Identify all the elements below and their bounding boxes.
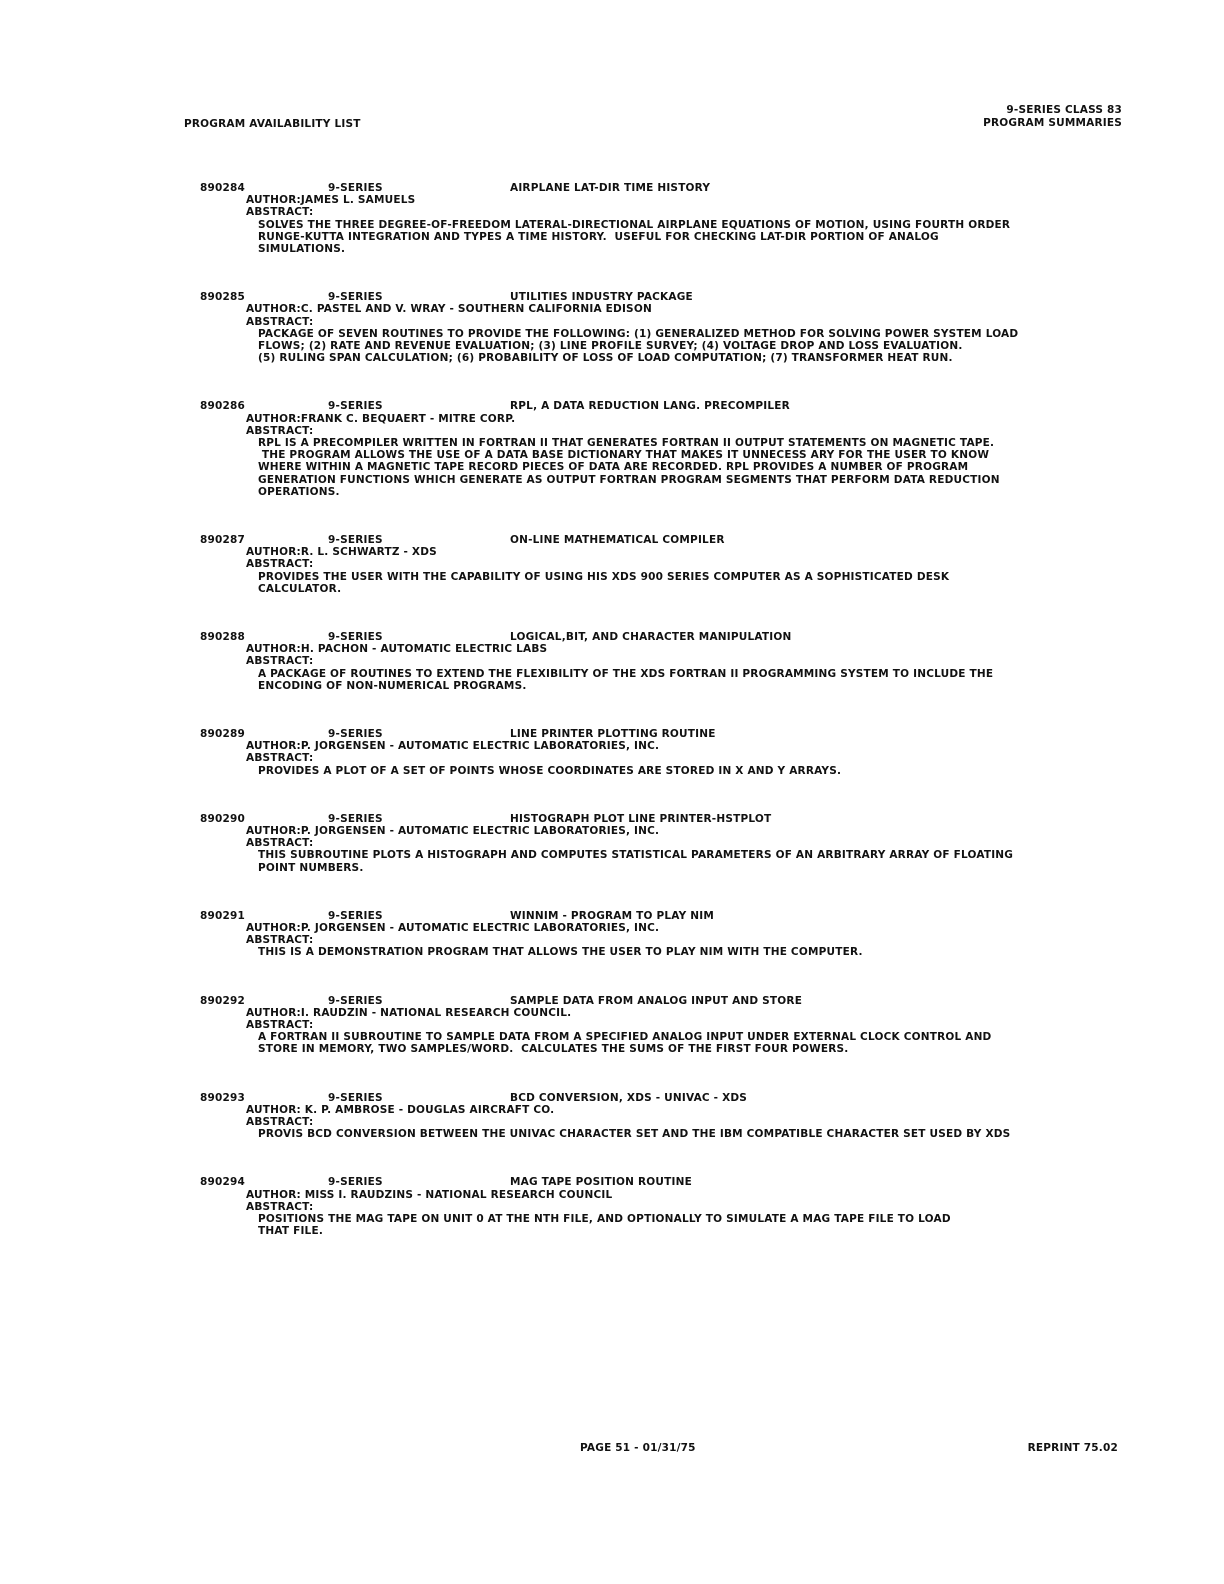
abstract-label: ABSTRACT: [246,1116,314,1128]
abstract-label: ABSTRACT: [246,837,314,850]
abstract-label: ABSTRACT: [246,655,314,668]
abstract-label: ABSTRACT: [246,934,314,947]
program-author: AUTHOR:P. JORGENSEN - AUTOMATIC ELECTRIC LABORATORIES, INC. [246,922,660,934]
program-entry [200,182,1130,255]
abstract-label: ABSTRACT: [246,206,314,219]
abstract-text: SOLVES THE THREE DEGREE-OF-FREEDOM LATERAL-DIRECTIONAL AIRPLANE EQUATIONS OF MOTION, USING FOURTH ORDER RUNGE-KUTTA INTEGRATION AND TYPES A TIME HISTORY. USEFUL FOR CHECKING LAT-DIR PORTION OF ANALOG SIMULATIONS. [258,218,1011,255]
entry-heading [200,1092,1130,1104]
program-title: HISTOGRAPH PLOT LINE PRINTER-HSTPLOT [510,812,772,825]
abstract-text: PROVIDES THE USER WITH THE CAPABILITY OF USING HIS XDS 900 SERIES COMPUTER AS A SOPHISTICATED DESK CALCULATOR. [258,570,950,595]
program-entry [200,910,1130,959]
program-author: AUTHOR:P. JORGENSEN - AUTOMATIC ELECTRIC LABORATORIES, INC. [246,825,660,837]
program-entry [200,631,1130,692]
program-id: 890293 [200,1091,246,1104]
abstract-text: THIS SUBROUTINE PLOTS A HISTOGRAPH AND COMPUTES STATISTICAL PARAMETERS OF AN ARBITRARY ARRAY OF FLOATING POINT NUMBERS. [258,849,1014,874]
program-author: AUTHOR:C. PASTEL AND V. WRAY - SOUTHERN CALIFORNIA EDISON [246,303,652,316]
abstract-text: A PACKAGE OF ROUTINES TO EXTEND THE FLEXIBILITY OF THE XDS FORTRAN II PROGRAMMING SYSTEM TO INCLUDE THE ENCODING OF NON-NUMERICAL PROGRAMS. [258,667,994,692]
entry-heading [200,813,1130,825]
entry-heading [200,400,1130,412]
program-series: 9-SERIES [328,909,383,922]
program-series: 9-SERIES [328,1091,383,1104]
abstract-label: ABSTRACT: [246,424,314,437]
abstract-text: A FORTRAN II SUBROUTINE TO SAMPLE DATA FROM A SPECIFIED ANALOG INPUT UNDER EXTERNAL CLOCK CONTROL AND STORE IN MEMORY, TWO SAMPLES/WORD. CALCULATES THE SUMS OF THE FIRST FOUR POWERS. [258,1031,992,1056]
program-author: AUTHOR:FRANK C. BEQUAERT - MITRE CORP. [246,412,516,425]
program-author: AUTHOR:R. L. SCHWARTZ - XDS [246,546,437,559]
program-title: UTILITIES INDUSTRY PACKAGE [510,291,693,304]
program-entry [200,534,1130,595]
program-series: 9-SERIES [328,291,383,304]
abstract-text: POSITIONS THE MAG TAPE ON UNIT 0 AT THE NTH FILE, AND OPTIONALLY TO SIMULATE A MAG TAPE FILE TO LOAD THAT FILE. [258,1213,951,1238]
program-series: 9-SERIES [328,400,383,413]
header-class-line: 9-SERIES CLASS 83 [1006,104,1122,116]
program-title: ON-LINE MATHEMATICAL COMPILER [510,534,725,547]
program-entry [200,400,1130,498]
program-author: AUTHOR: K. P. AMBROSE - DOUGLAS AIRCRAFT CO. [246,1103,555,1116]
page-header-left: PROGRAM AVAILABILITY LIST [184,118,361,130]
program-entry [200,728,1130,777]
program-title: WINNIM - PROGRAM TO PLAY NIM [510,909,714,922]
program-entry [200,1092,1130,1141]
program-series: 9-SERIES [328,534,383,547]
program-entry [200,995,1130,1056]
abstract-text: RPL IS A PRECOMPILER WRITTEN IN FORTRAN II THAT GENERATES FORTRAN II OUTPUT STATEMENTS ON MAGNETIC TAPE. THE PROGRAM ALLOWS THE USE OF A DATA BASE DICTIONARY THAT MAKES IT UNNECESS ARY FOR THE USER TO KNOW WHERE WITHIN A MAGNETIC TAPE RECORD PIECES OF DATA ARE RECORDED. RPL PROVIDES A NUMBER OF PROGRAM GENERATION FUNCTIONS WHICH GENERATE AS OUTPUT FORTRAN PROGRAM SEGMENTS THAT PERFORM DATA REDUCTION OPERATIONS. [258,437,1000,498]
entry-heading [200,182,1130,194]
program-id: 890289 [200,728,246,741]
program-entry [200,813,1130,874]
abstract-label: ABSTRACT: [246,1019,314,1031]
program-series: 9-SERIES [328,994,383,1007]
abstract-text: THIS IS A DEMONSTRATION PROGRAM THAT ALLOWS THE USER TO PLAY NIM WITH THE COMPUTER. [258,946,863,959]
program-title: SAMPLE DATA FROM ANALOG INPUT AND STORE [510,994,803,1007]
program-author: AUTHOR:P. JORGENSEN - AUTOMATIC ELECTRIC LABORATORIES, INC. [246,740,660,753]
program-title: MAG TAPE POSITION ROUTINE [510,1176,692,1189]
header-summaries-line: PROGRAM SUMMARIES [983,117,1122,129]
entry-heading [200,1176,1130,1188]
abstract-label: ABSTRACT: [246,558,314,571]
program-title: RPL, A DATA REDUCTION LANG. PRECOMPILER [510,400,790,413]
program-title: LINE PRINTER PLOTTING ROUTINE [510,728,716,741]
program-title: AIRPLANE LAT-DIR TIME HISTORY [510,182,711,194]
abstract-text: PROVIS BCD CONVERSION BETWEEN THE UNIVAC CHARACTER SET AND THE IBM COMPATIBLE CHARACTER SET USED BY XDS [258,1128,1011,1141]
entry-heading [200,631,1130,643]
abstract-label: ABSTRACT: [246,1200,314,1213]
abstract-text: PACKAGE OF SEVEN ROUTINES TO PROVIDE THE FOLLOWING: (1) GENERALIZED METHOD FOR SOLVING POWER SYSTEM LOAD FLOWS; (2) RATE AND REVENUE EVALUATION; (3) LINE PROFILE SURVEY; (4) VOLTAGE DROP AND LOSS EVALUATION. (5) RULING SPAN CALCULATION; (6) PROBABILITY OF LOSS OF LOAD COMPUTATION; (7) TRANSFORMER HEAT RUN. [258,327,1019,365]
program-series: 9-SERIES [328,631,383,644]
page-number-date: PAGE 51 - 01/31/75 [580,1442,696,1454]
reprint-label: REPRINT 75.02 [1027,1442,1118,1454]
program-entry [200,291,1130,364]
program-id: 890291 [200,909,246,922]
program-author: AUTHOR:JAMES L. SAMUELS [246,194,416,207]
program-author: AUTHOR: MISS I. RAUDZINS - NATIONAL RESEARCH COUNCIL [246,1188,613,1201]
program-author: AUTHOR:I. RAUDZIN - NATIONAL RESEARCH COUNCIL. [246,1006,572,1019]
program-id: 890287 [200,534,246,547]
program-series: 9-SERIES [328,182,383,194]
program-id: 890284 [200,182,246,194]
program-title: BCD CONVERSION, XDS - UNIVAC - XDS [510,1091,748,1104]
abstract-label: ABSTRACT: [246,315,314,328]
entry-heading [200,728,1130,740]
entry-heading [200,534,1130,546]
program-author: AUTHOR:H. PACHON - AUTOMATIC ELECTRIC LABS [246,643,548,656]
program-id: 890294 [200,1176,246,1189]
program-id: 890292 [200,994,246,1007]
page-header-right [983,104,1122,130]
abstract-text: PROVIDES A PLOT OF A SET OF POINTS WHOSE COORDINATES ARE STORED IN X AND Y ARRAYS. [258,764,842,777]
entry-heading [200,291,1130,303]
program-title: LOGICAL,BIT, AND CHARACTER MANIPULATION [510,631,792,644]
entry-heading [200,910,1130,922]
program-series: 9-SERIES [328,1176,383,1189]
program-id: 890286 [200,400,246,413]
program-series: 9-SERIES [328,812,383,825]
program-series: 9-SERIES [328,728,383,741]
program-id: 890288 [200,631,246,644]
program-entry [200,1176,1130,1237]
program-id: 890285 [200,291,246,304]
program-entries [200,182,1130,1273]
abstract-label: ABSTRACT: [246,752,314,765]
entry-heading [200,995,1130,1007]
program-id: 890290 [200,812,246,825]
